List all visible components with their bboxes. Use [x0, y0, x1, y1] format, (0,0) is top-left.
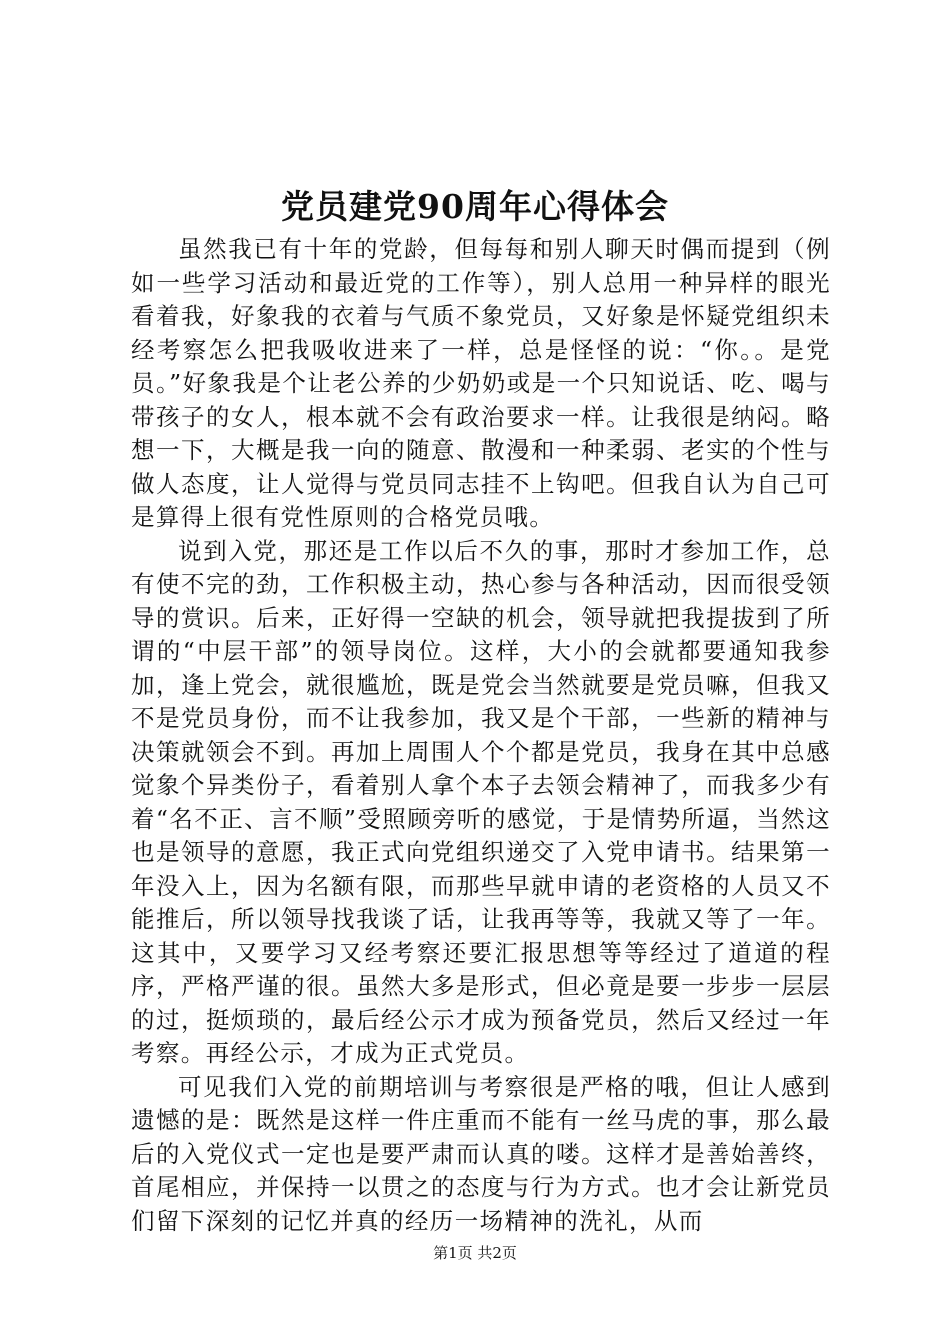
paragraph-3: 可见我们入党的前期培训与考察很是严格的哦，但让人感到遗憾的是：既然是这样一件庄重而不能有一丝马虎的事，那么最后的入党仪式一定也是要严肃而认真的喽。这样才是善始善终，首尾相应，并保持一以贯之的态度与行为方式。也才会让新党员们留下深刻的记忆并真的经历一场精神的洗礼，从而 — [131, 1072, 831, 1235]
page-footer: 第1页 共2页 — [433, 1244, 517, 1262]
document-body — [131, 233, 831, 1238]
paragraph-2: 说到入党，那还是工作以后不久的事，那时才参加工作，总有使不完的劲，工作积极主动，热心参与各种活动，因而很受领导的赏识。后来，正好得一空缺的机会，领导就把我提拔到了所谓的“中层干部”的领导岗位。这样，大小的会就都要通知我参加，逢上党会，就很尴尬，既是党会当然就要是党员嘛，但我又不是党员身份，而不让我参加，我又是个干部，一些新的精神与决策就领会不到。再加上周围人个个都是党员，我身在其中总感觉象个异类份子，看着别人拿个本子去领会精神了，而我多少有着“名不正、言不顺”受照顾旁听的感觉，于是情势所逼，当然这也是领导的意愿，我正式向党组织递交了入党申请书。结果第一年没入上，因为名额有限，而那些早就申请的老资格的人员又不能推后，所以领导找我谈了话，让我再等等，我就又等了一年。这其中，又要学习又经考察还要汇报思想等等经过了道道的程序，严格严谨的很。虽然大多是形式，但必竟是要一步步一层层的过，挺烦琐的，最后经公示才成为预备党员，然后又经过一年考察。再经公示，才成为正式党员。 — [131, 536, 831, 1067]
document-title: 党员建党90周年心得体会 — [281, 187, 669, 226]
paragraph-1: 虽然我已有十年的党龄，但每每和别人聊天时偶而提到（例如一些学习活动和最近党的工作等），别人总用一种异样的眼光看着我，好象我的衣着与气质不象党员，又好象是怀疑党组织未经考察怎么把我吸收进来了一样，总是怪怪的说：“你。。是党员。”好象我是个让老公养的少奶奶或是一个只知说话、吃、喝与带孩子的女人，根本就不会有政治要求一样。让我很是纳闷。略想一下，大概是我一向的随意、散漫和一种柔弱、老实的个性与做人态度，让人觉得与党员同志挂不上钩吧。但我自认为自己可是算得上很有党性原则的合格党员哦。 — [131, 235, 831, 531]
